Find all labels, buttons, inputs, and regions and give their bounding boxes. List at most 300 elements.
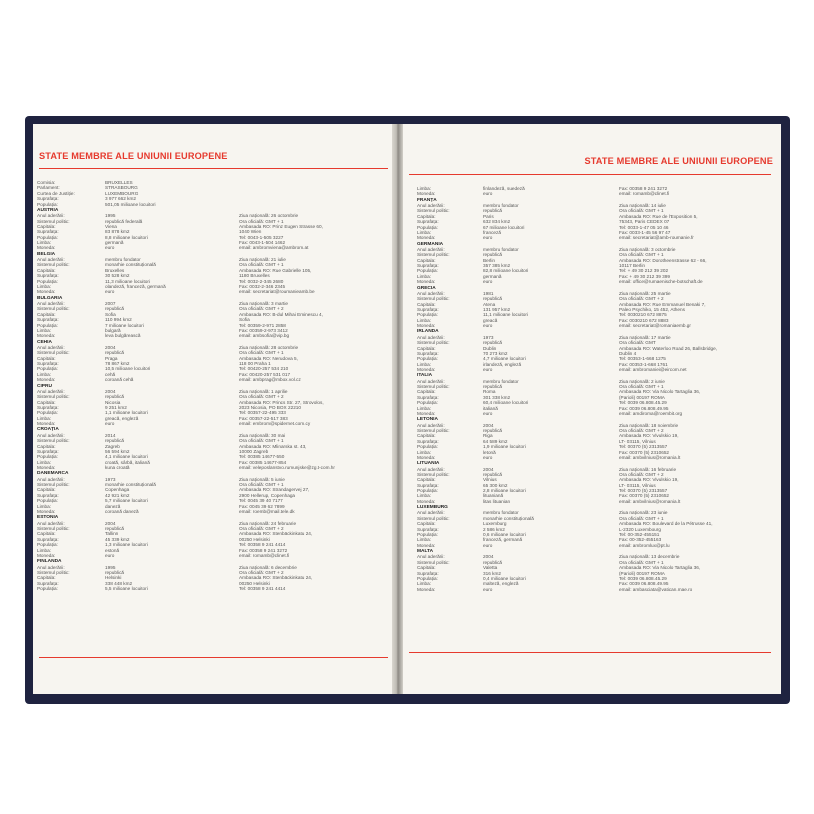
embassy-info: Fax: 00420-257 531 017 bbox=[239, 371, 291, 377]
field-value-column bbox=[483, 203, 613, 241]
country-name: IRLANDA bbox=[417, 329, 439, 335]
embassy-info: Fax: 0033-1-45 56 97 47 bbox=[619, 229, 671, 235]
field-label: Sistemul politic: bbox=[417, 252, 450, 258]
field-label: Capitala: bbox=[417, 345, 436, 351]
field-value: 67 milioane locuitori bbox=[483, 224, 525, 230]
embassy-info: Ambasada RO: Prinz Eugen Strasse 60, bbox=[239, 223, 323, 229]
field-label: Suprafața: bbox=[417, 438, 439, 444]
embassy-info: email: secretariat@amb-roumanie.fr bbox=[619, 235, 694, 241]
embassy-info: 1040 Wien bbox=[239, 229, 262, 235]
field-value: Viena bbox=[105, 223, 117, 229]
field-label-column bbox=[37, 345, 99, 383]
embassy-info: Tel: 00420-257 534 210 bbox=[239, 366, 289, 372]
embassy-info: 2900 Hellerup, Copenhaga bbox=[239, 492, 296, 498]
field-value: LUXEMBOURG bbox=[105, 190, 139, 196]
embassy-info: Fax: + 49 30 212 39 399 bbox=[619, 273, 670, 279]
field-label: Limba: bbox=[417, 229, 432, 235]
field-label: Populația: bbox=[37, 498, 58, 504]
embassy-info-column bbox=[619, 335, 777, 373]
field-value: monarhie constituțională bbox=[105, 482, 156, 488]
country-block bbox=[37, 515, 389, 559]
field-label: Sistemul politic: bbox=[417, 208, 450, 214]
embassy-info: email: ambromviena@ambrom.at bbox=[239, 245, 309, 251]
embassy-info: Tel: 0039 06.808.45.29 bbox=[619, 400, 667, 406]
field-value: euro bbox=[483, 367, 493, 373]
field-value-column bbox=[483, 379, 613, 417]
left-page bbox=[33, 124, 392, 694]
country-block bbox=[37, 296, 389, 340]
right-page bbox=[403, 124, 781, 694]
embassy-info: 00250 Helsinki bbox=[239, 580, 270, 586]
page-title: STATE MEMBRE ALE UNIUNII EUROPENE bbox=[39, 151, 228, 161]
field-value: euro bbox=[483, 411, 493, 416]
field-value: bulgară bbox=[105, 327, 121, 333]
field-label: Moneda: bbox=[37, 289, 56, 295]
field-value: olandeză, franceză, germană bbox=[105, 284, 166, 290]
country-name: ESTONIA bbox=[37, 515, 59, 521]
field-label: Moneda: bbox=[417, 235, 436, 241]
embassy-info: Ambasada RO: Rue Gabrielle 105, bbox=[239, 267, 312, 273]
embassy-info: Fax: 0032-2-346 2345 bbox=[239, 284, 286, 290]
embassy-info-column bbox=[239, 477, 389, 515]
embassy-info-column bbox=[239, 521, 389, 559]
embassy-info: Ambasada RO: Stenbäckinkatu 24, bbox=[239, 531, 313, 537]
field-value: 632 834 km2 bbox=[483, 219, 511, 225]
field-value: republică bbox=[105, 438, 125, 444]
field-label: Moneda: bbox=[37, 465, 56, 471]
embassy-info: Ora oficială: GMT + 1 bbox=[239, 262, 284, 268]
field-label: Populația: bbox=[417, 312, 438, 318]
embassy-info: Fax: 00385 14677-854 bbox=[239, 459, 287, 465]
field-label: Anul aderării: bbox=[417, 202, 445, 208]
embassy-info-column bbox=[619, 186, 777, 197]
field-label: Sistemul politic: bbox=[417, 515, 450, 521]
field-label: Limba: bbox=[37, 503, 52, 509]
field-label: Anul aderării: bbox=[417, 510, 445, 516]
field-value: Berlin bbox=[483, 257, 495, 263]
field-value: daneză bbox=[105, 503, 121, 509]
field-label: Limba: bbox=[417, 405, 432, 411]
field-value: 60,4 milioane locuitori bbox=[483, 400, 529, 406]
field-label: Capitala: bbox=[417, 389, 436, 395]
field-value: 110 994 km2 bbox=[105, 317, 132, 323]
embassy-info: Tel: 00358 9 241 4414 bbox=[239, 542, 286, 548]
embassy-info: Ziua națională: 24 februarie bbox=[239, 520, 297, 526]
embassy-info: Ambasada RO: Rue de l'Exposition 5, bbox=[619, 213, 698, 219]
country-name: BULGARIA bbox=[37, 295, 63, 301]
field-label: Anul aderării: bbox=[37, 432, 65, 438]
field-label: Populația: bbox=[37, 454, 58, 460]
field-value: italiană bbox=[483, 405, 498, 411]
embassy-info: Ambasada RO: Vivulskio 19, bbox=[619, 433, 679, 439]
field-value-column bbox=[483, 510, 613, 548]
embassy-info: Tel: 0032-2-345 2680 bbox=[239, 278, 284, 284]
field-label: Anul aderării: bbox=[417, 334, 445, 340]
embassy-info: Ora oficială: GMT + 1 bbox=[239, 350, 284, 356]
field-label: Limba: bbox=[417, 361, 432, 367]
field-label: Moneda: bbox=[37, 421, 56, 427]
field-label: Moneda: bbox=[37, 377, 56, 383]
field-value: 1,3 milioane locuitori bbox=[105, 542, 148, 548]
field-value: 2007 bbox=[105, 300, 116, 306]
field-label: Sistemul politic: bbox=[417, 384, 450, 390]
field-label-column bbox=[37, 477, 99, 515]
country-name: LITUANIA bbox=[417, 461, 440, 467]
embassy-info: Tel: 00385 14677-550 bbox=[239, 454, 285, 460]
field-label: Moneda: bbox=[417, 191, 436, 197]
header-rule bbox=[39, 168, 388, 169]
field-label: Moneda: bbox=[37, 245, 56, 251]
country-block bbox=[37, 252, 389, 296]
embassy-info: email: embrom@spidernet.com.cy bbox=[239, 421, 311, 427]
embassy-info: email: ambprag@mbox.vol.cz bbox=[239, 377, 301, 383]
embassy-info: email: veleposlanstvo.rumunjske@zg.t-com.hr bbox=[239, 465, 335, 471]
embassy-info: Ziua națională: 5 iunie bbox=[239, 476, 285, 482]
field-label: Populația: bbox=[417, 400, 438, 406]
field-value: euro bbox=[483, 279, 493, 285]
field-value: Vilnius bbox=[483, 477, 497, 483]
embassy-info: Tel: 0045 39 40 7177 bbox=[239, 498, 283, 504]
embassy-info: Tel: 0033-1-47 05 10 46 bbox=[619, 224, 669, 230]
embassy-info: Ziua națională: 16 februarie bbox=[619, 466, 677, 472]
field-value: membru fondator bbox=[483, 246, 519, 252]
field-value: 2014 bbox=[105, 432, 116, 438]
field-label: Sistemul politic: bbox=[37, 306, 70, 312]
field-value: euro bbox=[483, 542, 493, 548]
embassy-info: Tel: 00359-2-971 2858 bbox=[239, 322, 286, 328]
field-value: Bruxelles bbox=[105, 267, 125, 273]
field-value: republică bbox=[105, 525, 125, 531]
field-label: Suprafața: bbox=[37, 536, 59, 542]
field-value-column bbox=[105, 521, 233, 559]
embassy-info-column bbox=[619, 379, 777, 417]
embassy-info: Tel: 0039 06.808.45.29 bbox=[619, 575, 667, 581]
embassy-info: Fax: 00370 (5) 2310652 bbox=[619, 449, 670, 455]
embassy-info: 10117 Berlin bbox=[619, 263, 645, 269]
country-name: ITALIA bbox=[417, 373, 433, 379]
embassy-info: Ora oficială: GMT + 1 bbox=[239, 482, 284, 488]
field-value: coroană cehă bbox=[105, 377, 134, 383]
field-value: monarhie constituțională bbox=[483, 515, 534, 521]
embassy-info: email: romamb@clinet.fi bbox=[239, 552, 290, 558]
embassy-info: L-2320 Luxembourg bbox=[619, 526, 661, 532]
field-label: Capitala: bbox=[37, 575, 56, 581]
field-value: 1995 bbox=[105, 213, 116, 219]
field-label: Limba: bbox=[37, 327, 52, 333]
field-label: Limba: bbox=[37, 284, 52, 290]
embassy-info: Fax: 0039 06.808.49.95 bbox=[619, 405, 669, 411]
field-value: 3 977 662 km2 bbox=[105, 196, 137, 202]
field-value: 1973 bbox=[483, 334, 494, 340]
country-block bbox=[417, 373, 777, 417]
embassy-info: email: ambvilnius@romania.lt bbox=[619, 498, 681, 504]
field-value: Atena bbox=[483, 301, 496, 307]
field-label: Limba: bbox=[417, 581, 432, 587]
field-value-column bbox=[483, 423, 613, 461]
embassy-info: Ora oficială: GMT + 1 bbox=[619, 559, 664, 565]
field-value: Zagreb bbox=[105, 443, 120, 449]
field-label: Sistemul politic: bbox=[37, 525, 70, 531]
field-value: Helsinki bbox=[105, 575, 122, 581]
field-label: Capitala: bbox=[417, 301, 436, 307]
field-label: Sistemul politic: bbox=[417, 471, 450, 477]
field-value: euro bbox=[483, 323, 493, 329]
field-value: lituaniană bbox=[483, 493, 504, 499]
field-label: Capitala: bbox=[37, 443, 56, 449]
embassy-info: Ora oficială: GMT + 1 bbox=[239, 438, 284, 444]
field-value: Riga bbox=[483, 433, 493, 439]
field-value-column bbox=[105, 477, 233, 515]
field-label: Curtea de Justiție: bbox=[37, 190, 75, 196]
embassy-info: email: ambvilnius@romania.lt bbox=[619, 454, 681, 460]
field-value-column bbox=[105, 389, 233, 427]
field-value: 45 339 km2 bbox=[105, 536, 130, 542]
book-gutter bbox=[392, 124, 403, 694]
embassy-info: Ziua națională: 1 aprilie bbox=[239, 388, 288, 394]
embassy-info bbox=[239, 202, 389, 207]
field-label: Sistemul politic: bbox=[417, 340, 450, 346]
embassy-info: Ziua națională: 23 iunie bbox=[619, 510, 668, 516]
field-value: republică bbox=[483, 559, 503, 565]
embassy-info-column bbox=[619, 554, 777, 592]
field-value: 4,7 milioane locuitori bbox=[483, 356, 526, 362]
field-label: Populația: bbox=[37, 410, 58, 416]
embassy-info-column bbox=[619, 423, 777, 461]
field-value: estonă bbox=[105, 547, 120, 553]
country-block bbox=[417, 461, 777, 505]
field-value-column bbox=[483, 291, 613, 329]
embassy-info: Ora oficială: GMT + 2 bbox=[239, 394, 284, 400]
field-value: leva bulgărească bbox=[105, 333, 141, 339]
embassy-info: LT- 03115, Vilnius bbox=[619, 438, 656, 444]
embassy-info: (Parioli) 00197 ROMA bbox=[619, 570, 665, 576]
field-label-column bbox=[417, 247, 477, 285]
field-label: Populația: bbox=[417, 268, 438, 274]
embassy-info: email: roemb@mail.tele.dk bbox=[239, 509, 295, 515]
embassy-info: Tel: 00353-1-668 1275 bbox=[619, 356, 666, 362]
field-label: Sistemul politic: bbox=[37, 350, 70, 356]
country-block bbox=[37, 340, 389, 384]
field-value: euro bbox=[105, 289, 115, 295]
field-label-column bbox=[37, 389, 99, 427]
field-label: Suprafața: bbox=[37, 196, 59, 202]
field-label: Capitala: bbox=[37, 267, 56, 273]
field-value: 357 385 km2 bbox=[483, 263, 511, 269]
field-value: 4,1 milioane locuitori bbox=[105, 454, 148, 460]
country-block bbox=[37, 384, 389, 428]
embassy-info: Ora oficială: GMT + 2 bbox=[619, 427, 664, 433]
field-label: Suprafața: bbox=[417, 350, 439, 356]
field-label: Moneda: bbox=[417, 454, 436, 460]
field-value: republică bbox=[105, 394, 125, 400]
field-label: Moneda: bbox=[37, 552, 56, 558]
embassy-info: Ambasada RO: Vivulskio 19, bbox=[619, 477, 679, 483]
embassy-info-column bbox=[239, 180, 389, 207]
country-name: GRECIA bbox=[417, 285, 436, 291]
field-label: Suprafața: bbox=[417, 526, 439, 532]
field-label: Suprafața: bbox=[417, 263, 439, 269]
field-label: Populația: bbox=[37, 234, 58, 240]
field-value-column bbox=[105, 213, 233, 251]
embassy-info: Ora oficială: GMT + 1 bbox=[619, 208, 664, 214]
country-name: MALTA bbox=[417, 549, 434, 555]
embassy-info: Ziua națională: 17 martie bbox=[619, 334, 671, 340]
country-name: GERMANIA bbox=[417, 241, 444, 247]
field-value: irlandeză, engleză bbox=[483, 361, 522, 367]
field-label-column bbox=[37, 521, 99, 559]
embassy-info: 2023 Nicosia, PO BOX 22210 bbox=[239, 405, 302, 410]
field-value: 56 594 km2 bbox=[105, 448, 130, 454]
field-label: Capitala: bbox=[37, 487, 56, 493]
embassy-info: Ziua națională: 21 iulie bbox=[239, 257, 286, 263]
embassy-info: Ambasada RO: Stenbäckinkatu 24, bbox=[239, 575, 313, 581]
embassy-info-column bbox=[619, 203, 777, 241]
field-label: Capitala: bbox=[37, 531, 56, 537]
field-value: 1,9 milioane locuitori bbox=[483, 444, 526, 450]
field-value: euro bbox=[483, 235, 493, 241]
field-label: Anul aderării: bbox=[417, 422, 445, 428]
country-block bbox=[417, 198, 777, 242]
country-name: BELGIA bbox=[37, 251, 56, 257]
field-label: Limba: bbox=[37, 459, 52, 465]
embassy-info: Ziua națională: 26 octombrie bbox=[239, 213, 299, 219]
field-value: Nicosia bbox=[105, 399, 121, 405]
field-value: 2004 bbox=[483, 422, 494, 428]
field-label: Capitala: bbox=[417, 565, 436, 571]
field-value: republică bbox=[483, 252, 503, 258]
field-value: franceză bbox=[483, 229, 501, 235]
embassy-info: email: ambromlux@pt.lu bbox=[619, 542, 670, 548]
embassy-info: Fax: 00358 9 241 3272 bbox=[239, 547, 288, 553]
embassy-info: 10000 Zagreb bbox=[239, 448, 269, 454]
country-name: LETONIA bbox=[417, 417, 438, 423]
field-label: Moneda: bbox=[417, 323, 436, 329]
field-value-column bbox=[105, 433, 233, 471]
country-name: FINLANDA bbox=[37, 559, 62, 565]
country-name: DANEMARCA bbox=[37, 471, 69, 477]
embassy-info: Ziua națională: 14 iulie bbox=[619, 202, 666, 208]
field-label-column bbox=[417, 291, 477, 329]
embassy-info: Ora oficială: GMT + 1 bbox=[619, 515, 664, 521]
field-label: Limba: bbox=[417, 493, 432, 499]
field-value: 1981 bbox=[483, 290, 494, 296]
field-value: Copenhaga bbox=[105, 487, 130, 493]
field-label-column bbox=[37, 433, 99, 471]
field-label: Sistemul politic: bbox=[37, 438, 70, 444]
field-value: Paris bbox=[483, 213, 494, 219]
field-value: 338 448 km2 bbox=[105, 580, 133, 586]
field-value: republică bbox=[483, 296, 503, 302]
field-value: 2004 bbox=[483, 466, 494, 472]
field-value: republică bbox=[483, 340, 503, 346]
field-label: Capitala: bbox=[417, 477, 436, 483]
embassy-info: Ora oficială: GMT + 2 bbox=[619, 296, 664, 302]
field-value: monarhie constituțională bbox=[105, 262, 156, 268]
field-value: greacă, engleză bbox=[105, 415, 139, 421]
field-value: republică federală bbox=[105, 218, 143, 224]
field-value: 11,3 milioane locuitori bbox=[105, 278, 150, 284]
field-value: greacă bbox=[483, 317, 498, 323]
field-value: euro bbox=[483, 454, 493, 460]
embassy-info: Ora oficială: GMT + 1 bbox=[619, 384, 664, 390]
embassy-info: email: ambromaniei@eircom.net bbox=[619, 367, 687, 373]
field-label: Sistemul politic: bbox=[37, 262, 70, 268]
field-value: republică bbox=[483, 471, 503, 477]
field-value: 10,5 milioane locuitori bbox=[105, 366, 151, 372]
field-label: Populația: bbox=[37, 586, 58, 592]
field-label-column bbox=[37, 180, 99, 207]
field-value: malteză, engleză bbox=[483, 581, 519, 587]
field-value: finlandeză, suedeză bbox=[483, 186, 525, 191]
country-name: FRANȚA bbox=[417, 197, 437, 203]
field-value: Luxemburg bbox=[483, 521, 507, 527]
field-value: 42 921 km2 bbox=[105, 492, 130, 498]
field-label-column bbox=[417, 467, 477, 505]
field-label-column bbox=[37, 301, 99, 339]
field-value: republică bbox=[483, 208, 503, 214]
field-label-column bbox=[37, 213, 99, 251]
field-label: Limba: bbox=[417, 317, 432, 323]
country-name: CIPRU bbox=[37, 383, 52, 389]
country-list bbox=[417, 186, 777, 593]
field-label: Populația: bbox=[417, 531, 438, 537]
field-value: Sofia bbox=[105, 311, 116, 317]
field-value: letonă bbox=[483, 449, 496, 455]
field-value: euro bbox=[105, 245, 115, 251]
field-label: Suprafața: bbox=[417, 570, 439, 576]
embassy-info: 75343, Paris CEDEX 07 bbox=[619, 219, 670, 225]
field-label-column bbox=[417, 554, 477, 592]
field-label: Populația: bbox=[417, 224, 438, 230]
field-value: euro bbox=[483, 191, 493, 197]
embassy-info: email: amdiroma@roembit.org bbox=[619, 411, 683, 416]
embassy-info: Ambasada RO: Dorotheenstrasse 62 - 66, bbox=[619, 257, 707, 263]
country-name: CEHIA bbox=[37, 339, 52, 345]
field-label: Suprafața: bbox=[417, 306, 439, 312]
field-label-column bbox=[417, 335, 477, 373]
field-label: Moneda: bbox=[417, 542, 436, 548]
field-value: Valetta bbox=[483, 565, 498, 571]
field-label: Limba: bbox=[417, 537, 432, 543]
embassy-info: Tel: 0043-1-505 3227 bbox=[239, 234, 284, 240]
field-value: 2,8 milioane locuitori bbox=[483, 488, 526, 494]
field-value: 7 milioane locuitori bbox=[105, 322, 144, 328]
embassy-info: Tel: 0030210 672 8875 bbox=[619, 312, 667, 318]
field-label: Anul aderării: bbox=[37, 213, 65, 219]
embassy-info: Fax: 0043-1-504 1462 bbox=[239, 240, 286, 246]
field-label: Moneda: bbox=[37, 333, 56, 339]
field-value: 1,1 milioane locuitori bbox=[105, 410, 148, 416]
embassy-info-column bbox=[619, 467, 777, 505]
header-rule bbox=[409, 174, 771, 175]
embassy-info-column bbox=[239, 389, 389, 427]
country-block bbox=[37, 180, 389, 208]
field-value: 5,7 milioane locuitori bbox=[105, 498, 148, 504]
field-label: Anul aderării: bbox=[417, 466, 445, 472]
embassy-info: 00250 Helsinki bbox=[239, 536, 270, 542]
embassy-info: Fax: 0039 06.808.49.95 bbox=[619, 581, 669, 587]
field-value: membru fondator bbox=[105, 257, 141, 263]
embassy-info: Fax: 00359-2-973 3412 bbox=[239, 327, 288, 333]
field-value: membru fondator bbox=[483, 202, 519, 208]
embassy-info: email: romamb@clinet.fi bbox=[619, 191, 670, 197]
field-label: Anul aderării: bbox=[37, 344, 65, 350]
embassy-info: Ora oficială: GMT + 2 bbox=[239, 525, 284, 531]
embassy-info: Tel: 00370 (5) 2313557 bbox=[619, 444, 668, 450]
embassy-info: 118 00 Praha 1 bbox=[239, 361, 271, 367]
field-value: 5,5 milioane locuitori bbox=[105, 586, 148, 592]
field-value: BRUXELLES bbox=[105, 180, 133, 185]
